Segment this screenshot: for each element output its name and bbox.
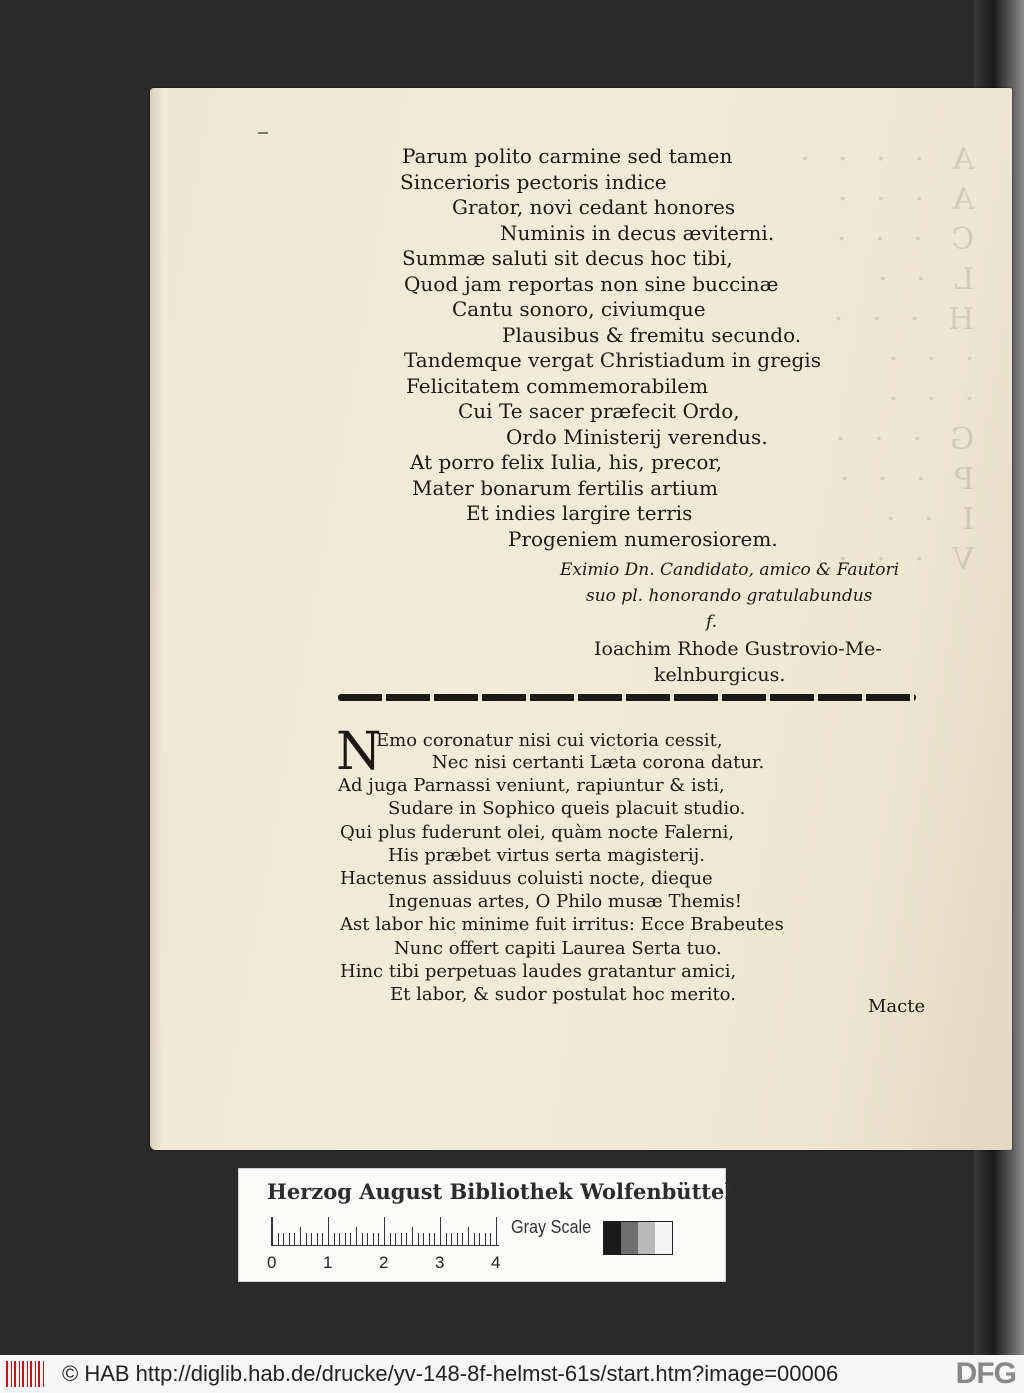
- verse-line: Progeniem numerosiorem.: [508, 526, 778, 551]
- ruler-tick: [479, 1233, 480, 1245]
- verse-line: Emo coronatur nisi cui victoria cessit,: [376, 730, 723, 751]
- verse-line: Plausibus & fremitu secundo.: [502, 322, 802, 347]
- ruler-tick: [339, 1233, 340, 1245]
- ruler-tick: [300, 1227, 301, 1245]
- ruler-tick: [311, 1233, 312, 1245]
- ruler-tick: [440, 1217, 441, 1245]
- verse-line: Cui Te sacer præfecit Ordo,: [458, 399, 740, 423]
- ruler-tick: [367, 1233, 368, 1245]
- verse-line: Ioachim Rhode Gustrovio-Me-: [594, 638, 882, 660]
- ruler-tick: [446, 1233, 447, 1245]
- drop-cap: N: [336, 722, 382, 782]
- ruler-tick: [490, 1233, 491, 1245]
- verse-line: Sincerioris pectoris indice: [400, 169, 667, 194]
- ruler-tick: [434, 1233, 435, 1245]
- verse-line: Eximio Dn. Candidato, amico & Fautori: [560, 560, 900, 580]
- ruler-tick: [384, 1217, 385, 1245]
- verse-line: Parum polito carmine sed tamen: [402, 144, 733, 168]
- verse-line: Summæ saluti sit decus hoc tibi,: [402, 246, 733, 270]
- verse-line: Ast labor hic minime fuit irritus: Ecce Brabeutes: [340, 914, 784, 936]
- verse-line: Ordo Ministerij verendus.: [506, 424, 768, 449]
- ruler-tick: [485, 1233, 486, 1245]
- verse-line: His præbet virtus serta magisterij.: [388, 844, 705, 866]
- ruler-number: 3: [435, 1253, 445, 1272]
- ruler-tick: [317, 1233, 318, 1245]
- verse-line: Quod jam reportas non sine buccinæ: [404, 271, 779, 296]
- source-url[interactable]: © HAB http://diglib.hab.de/drucke/yv-148-8f-helmst-61s/start.htm?image=00006: [62, 1361, 839, 1386]
- verse-line: Hactenus assiduus coluisti nocte, dieque: [340, 868, 713, 889]
- ruler-tick: [289, 1233, 290, 1245]
- ruler-tick: [328, 1217, 329, 1245]
- ruler-tick: [278, 1233, 279, 1245]
- gray-swatch: [604, 1222, 621, 1254]
- hab-logo-icon: [6, 1361, 46, 1387]
- verse-line: f.: [706, 612, 718, 632]
- verse-line: Cantu sonoro, civiumque: [452, 297, 706, 321]
- ruler-tick: [451, 1233, 452, 1245]
- verse-line: Felicitatem commemorabilem: [406, 373, 709, 398]
- verse-line: Numinis in decus æviterni.: [500, 220, 775, 245]
- verse-line: kelnburgicus.: [654, 664, 786, 686]
- verse-line: Hinc tibi perpetuas laudes gratantur amici,: [340, 960, 737, 982]
- ruler-tick: [401, 1233, 402, 1245]
- ruler-tick: [457, 1233, 458, 1245]
- verse-line: Nunc offert capiti Laurea Serta tuo.: [394, 937, 722, 959]
- ruler-tick: [334, 1233, 335, 1245]
- gray-scale-swatches: [603, 1221, 673, 1255]
- ruler-tick: [474, 1233, 475, 1245]
- ruler-tick: [423, 1233, 424, 1245]
- ruler-tick: [429, 1233, 430, 1245]
- ruler-tick: [496, 1217, 497, 1245]
- gray-swatch: [638, 1222, 655, 1254]
- verse-line: Et indies largire terris: [466, 501, 693, 525]
- verse-line: Sudare in Sophico queis placuit studio.: [388, 798, 746, 820]
- library-name: Herzog August Bibliothek Wolfenbüttel: [267, 1179, 733, 1204]
- ruler-tick: [418, 1233, 419, 1245]
- ruler-tick: [373, 1233, 374, 1245]
- verse-line: Mater bonarum fertilis artium: [412, 475, 719, 500]
- ruler-tick: [406, 1233, 407, 1245]
- margin-mark: [258, 132, 268, 134]
- page-shadow: [150, 88, 162, 1150]
- ruler-tick: [395, 1233, 396, 1245]
- ruler-number: 2: [379, 1253, 389, 1272]
- ruler-tick: [362, 1233, 363, 1245]
- ruler-tick: [322, 1233, 323, 1245]
- ruler-tick: [356, 1227, 357, 1245]
- ruler-tick: [306, 1233, 307, 1245]
- verse-line: Nec nisi certanti Læta corona datur.: [432, 752, 765, 773]
- ruler-number: 4: [491, 1253, 501, 1272]
- gray-scale-label: Gray Scale: [511, 1217, 592, 1237]
- verse-line: Tandemque vergat Christiadum in gregis: [404, 348, 821, 372]
- ruler-baseline: [271, 1245, 499, 1246]
- verse-line: At porro felix Iulia, his, precor,: [410, 450, 723, 474]
- gray-swatch: [621, 1222, 638, 1254]
- catchword: Macte: [868, 996, 926, 1017]
- gray-swatch: [655, 1222, 672, 1254]
- verse-line: Grator, novi cedant honores: [452, 195, 736, 219]
- ruler-tick: [412, 1227, 413, 1245]
- ruler-tick: [462, 1233, 463, 1245]
- ruler-tick: [378, 1233, 379, 1245]
- dfg-logo: DFG: [955, 1357, 1016, 1390]
- verse-line: Ingenuas artes, O Philo musæ Themis!: [388, 891, 742, 913]
- ornamental-rule: [338, 694, 916, 701]
- ruler-tick: [350, 1233, 351, 1245]
- ruler-tick: [390, 1233, 391, 1245]
- verse-line: Et labor, & sudor postulat hoc merito.: [390, 984, 736, 1005]
- ruler-number: 1: [323, 1253, 333, 1272]
- ruler-scale: [271, 1217, 500, 1245]
- verse-line: Qui plus fuderunt olei, quàm nocte Falerni,: [340, 821, 735, 843]
- color-calibration-card: [238, 1168, 733, 1282]
- verse-line: suo pl. honorando gratulabundus: [586, 586, 873, 606]
- ruler-tick: [283, 1233, 284, 1245]
- ruler-tick: [272, 1217, 273, 1245]
- verse-line: Ad juga Parnassi veniunt, rapiuntur & isti,: [338, 775, 725, 797]
- ruler-tick: [468, 1227, 469, 1245]
- footer-bar: [0, 1355, 1024, 1393]
- ruler-tick: [345, 1233, 346, 1245]
- show-through: A · · · · A · · · C · · · L · · H · · · · · · · · · G · · · P · · · I · · V · · ·: [800, 142, 975, 577]
- ruler-number: 0: [267, 1253, 277, 1272]
- ruler-tick: [294, 1233, 295, 1245]
